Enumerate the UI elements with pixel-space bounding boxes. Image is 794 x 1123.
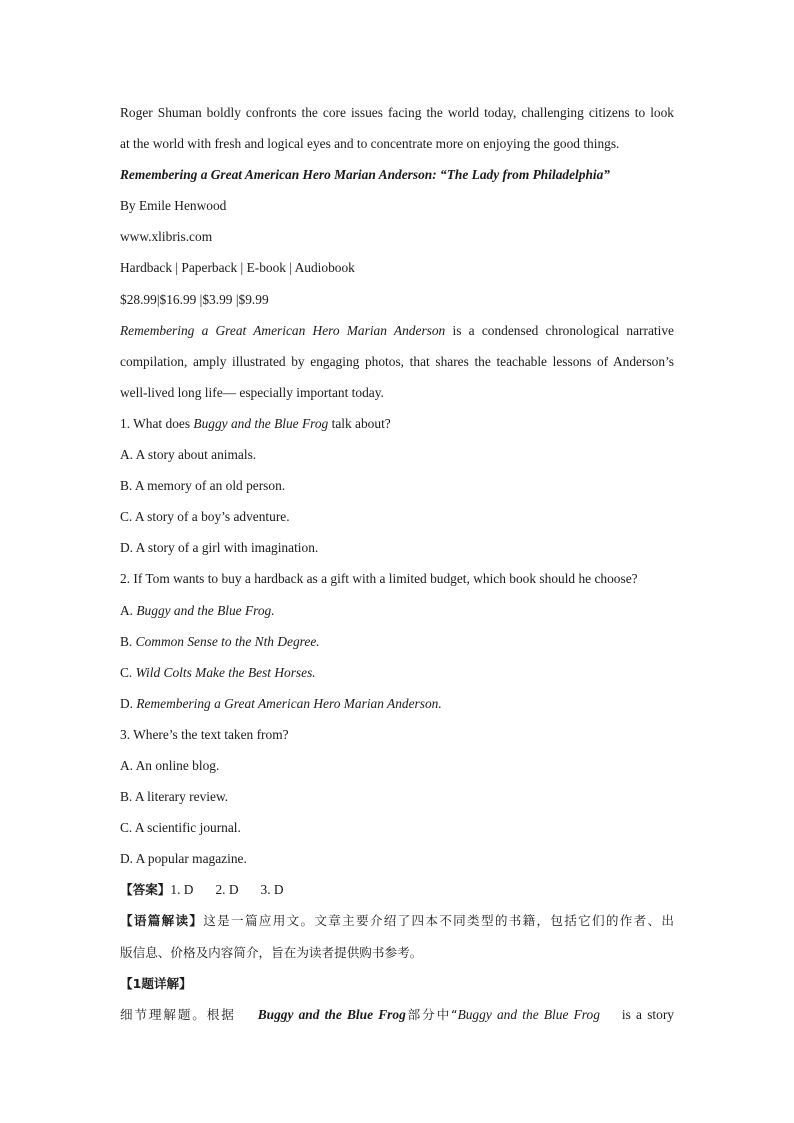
option-letter: C. (120, 664, 136, 680)
question-1-option-a (120, 439, 674, 470)
book-description-rest: is a condensed chronological narrative (445, 322, 674, 338)
question-1-stem-title: Buggy and the Blue Frog (193, 415, 329, 431)
question-3-option-c (120, 812, 674, 843)
question-2-stem: 2. If Tom wants to buy a hardback as a gift with a limited budget, which book should he choose? (120, 571, 638, 587)
question-1-stem-post: talk about? (328, 415, 391, 431)
question-2-option-c (120, 657, 674, 688)
option-text: A story of a girl with imagination. (135, 540, 319, 556)
question-2-option-b (120, 626, 674, 657)
book-description-line-3: well-lived long life— especially important today. (120, 384, 384, 400)
book-formats: Hardback | Paperback | E-book | Audiobook (120, 260, 355, 276)
book-title: Remembering a Great American Hero Marian Anderson: “The Lady from Philadelphia” (120, 167, 611, 183)
option-text: A memory of an old person. (134, 478, 286, 494)
analysis-text-1: 这是一篇应用文。文章主要介绍了四本不同类型的书籍，包括它们的作者、出 (203, 913, 674, 929)
question-1-option-c (120, 501, 674, 532)
book-description-line-2: compilation, amply illustrated by engaging photos, that shares the teachable lessons of Anderson’s (120, 353, 674, 369)
intro-line-1: Roger Shuman boldly confronts the core issues facing the world today, challenging citizens to look (120, 105, 674, 120)
analysis-label: 【语篇解读】 (120, 913, 204, 929)
detail-mid: 部分中“ (405, 1006, 458, 1022)
answer-line (120, 874, 674, 905)
option-text: A scientific journal. (134, 820, 241, 836)
option-text: A popular magazine. (135, 851, 247, 867)
question-3-option-a (120, 750, 674, 781)
question-1-option-d (120, 532, 674, 563)
option-text: A story of a boy’s adventure. (134, 509, 290, 525)
option-letter: A. (120, 757, 136, 773)
question-1-stem-pre: 1. What does (120, 415, 194, 431)
option-letter: D. (120, 540, 136, 556)
option-text: Remembering a Great American Hero Marian Anderson. (136, 695, 442, 711)
analysis-line-2: 版信息、价格及内容简介，旨在为读者提供购书参考。 (120, 944, 423, 960)
question-3-option-b (120, 781, 674, 812)
question-1-stem (120, 408, 674, 439)
option-text: Common Sense to the Nth Degree. (135, 633, 320, 649)
answer-label: 【答案】 (120, 882, 171, 898)
answer-3: 3. D (260, 882, 284, 898)
option-text: A literary review. (134, 789, 229, 805)
answer-1: 1. D (170, 882, 194, 898)
option-text: Wild Colts Make the Best Horses. (135, 664, 316, 680)
option-letter: D. (120, 851, 136, 867)
detail-label: 【1题详解】 (120, 975, 192, 991)
question-2-option-d (120, 688, 674, 719)
detail-italic-title: Buggy and the Blue Frog (457, 1006, 600, 1022)
book-website: www.xlibris.com (120, 229, 213, 245)
detail-prefix: 细节理解题。根据 (120, 1006, 236, 1022)
document-page (120, 97, 674, 1030)
option-letter: B. (120, 478, 135, 494)
option-text: An online blog. (135, 757, 220, 773)
detail-bold-title: Buggy and the Blue Frog (257, 1006, 406, 1022)
analysis-line-1 (120, 905, 674, 936)
detail-line-1 (120, 999, 674, 1030)
option-letter: D. (120, 695, 137, 711)
option-letter: C. (120, 820, 135, 836)
book-author: By Emile Henwood (120, 198, 227, 214)
question-3-option-d (120, 843, 674, 874)
option-text: A story about animals. (135, 447, 257, 463)
option-letter: B. (120, 633, 136, 649)
option-letter: B. (120, 789, 135, 805)
book-description-line-1 (120, 315, 674, 346)
option-text: Buggy and the Blue Frog. (136, 602, 275, 618)
question-2-option-a (120, 595, 674, 626)
option-letter: A. (120, 447, 136, 463)
intro-line-2: at the world with fresh and logical eyes and to concentrate more on enjoying the good things. (120, 136, 620, 152)
detail-suffix: is a story (621, 1006, 674, 1022)
question-3-stem: 3. Where’s the text taken from? (120, 726, 289, 742)
option-letter: A. (120, 602, 137, 618)
question-1-option-b (120, 470, 674, 501)
book-description-title: Remembering a Great American Hero Marian Anderson (120, 322, 446, 338)
book-prices: $28.99|$16.99 |$3.99 |$9.99 (120, 291, 269, 307)
answer-2: 2. D (215, 882, 239, 898)
option-letter: C. (120, 509, 135, 525)
